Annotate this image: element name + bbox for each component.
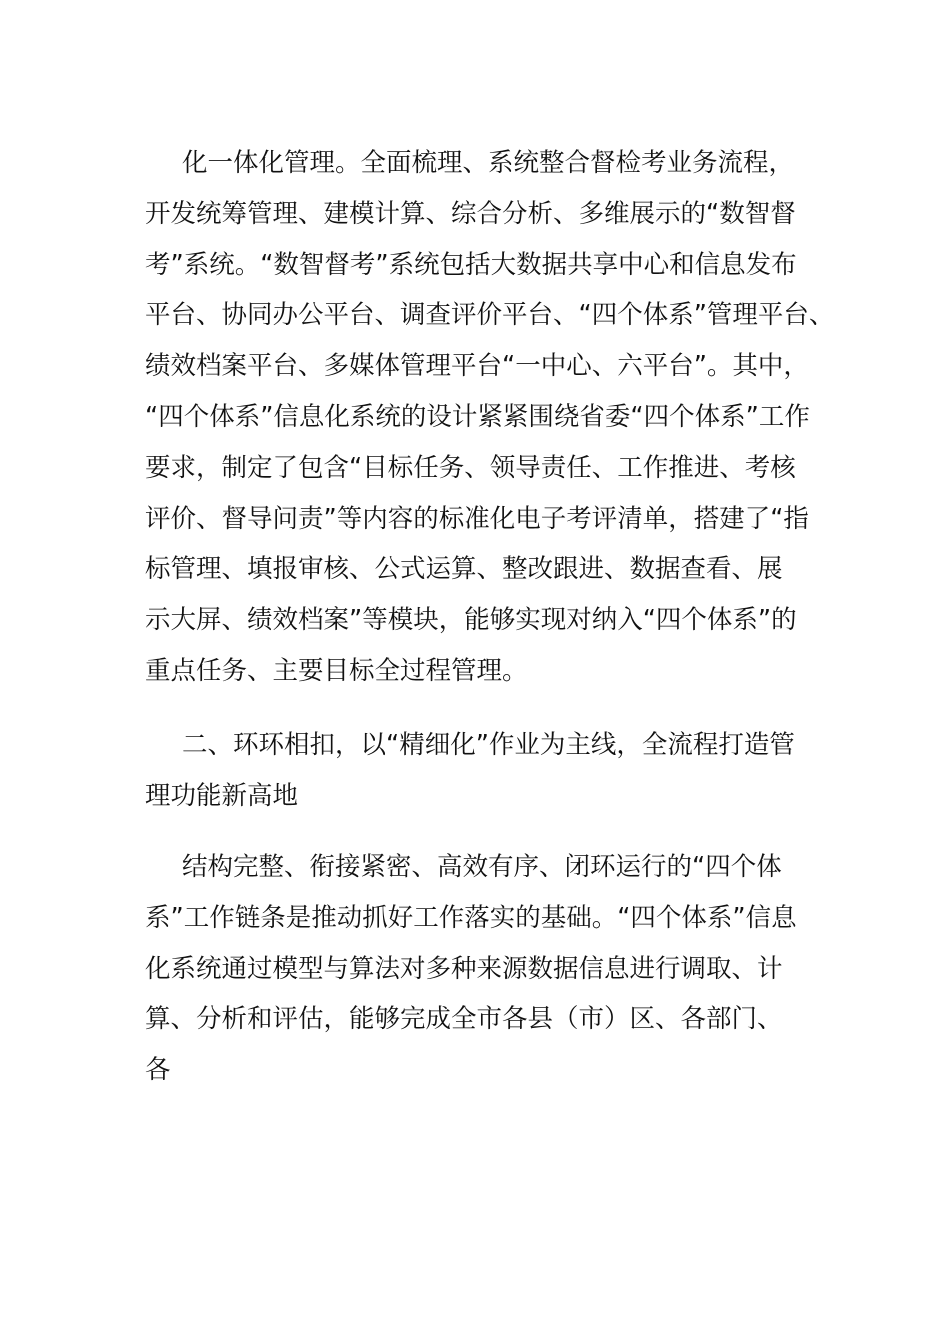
heading-line: 理功能新高地 <box>145 780 299 811</box>
text-line: 平台、协同办公平台、调查评价平台、“四个体系”管理平台、 <box>145 300 835 331</box>
paragraph-platform-overview <box>145 138 835 697</box>
paragraph-workflow-chain <box>145 842 825 1096</box>
text-line: 评价、督导问责”等内容的标准化电子考评清单，搭建了“指 <box>145 503 809 534</box>
text-line: 考”系统。“数智督考”系统包括大数据共享中心和信息发布 <box>145 249 797 280</box>
text-line: 标管理、填报审核、公式运算、整改跟进、数据查看、展 <box>145 554 783 585</box>
heading-line: 二、环环相扣，以“精细化”作业为主线，全流程打造管 <box>182 730 795 760</box>
text-line: 化系统通过模型与算法对多种来源数据信息进行调取、计 <box>145 953 783 984</box>
text-line: 开发统筹管理、建模计算、综合分析、多维展示的“数智督 <box>145 198 796 229</box>
text-line: 算、分析和评估，能够完成全市各县（市）区、各部门、 <box>145 1004 783 1035</box>
text-line: 结构完整、衔接紧密、高效有序、闭环运行的“四个体 <box>182 852 782 882</box>
text-line: 重点任务、主要目标全过程管理。 <box>145 655 528 686</box>
text-line: 要求，制定了包含“目标任务、领导责任、工作推进、考核 <box>145 452 796 483</box>
section-heading <box>145 720 825 822</box>
text-line: 系”工作链条是推动抓好工作落实的基础。“四个体系”信息 <box>145 902 797 933</box>
text-line: 各 <box>145 1055 171 1086</box>
text-line: 绩效档案平台、多媒体管理平台“一中心、六平台”。其中， <box>145 351 809 382</box>
text-line: 示大屏、绩效档案”等模块，能够实现对纳入“四个体系”的 <box>145 605 797 636</box>
text-line: 化一体化管理。全面梳理、系统整合督检考业务流程， <box>182 148 795 178</box>
text-line: “四个体系”信息化系统的设计紧紧围绕省委“四个体系”工作 <box>145 401 810 432</box>
